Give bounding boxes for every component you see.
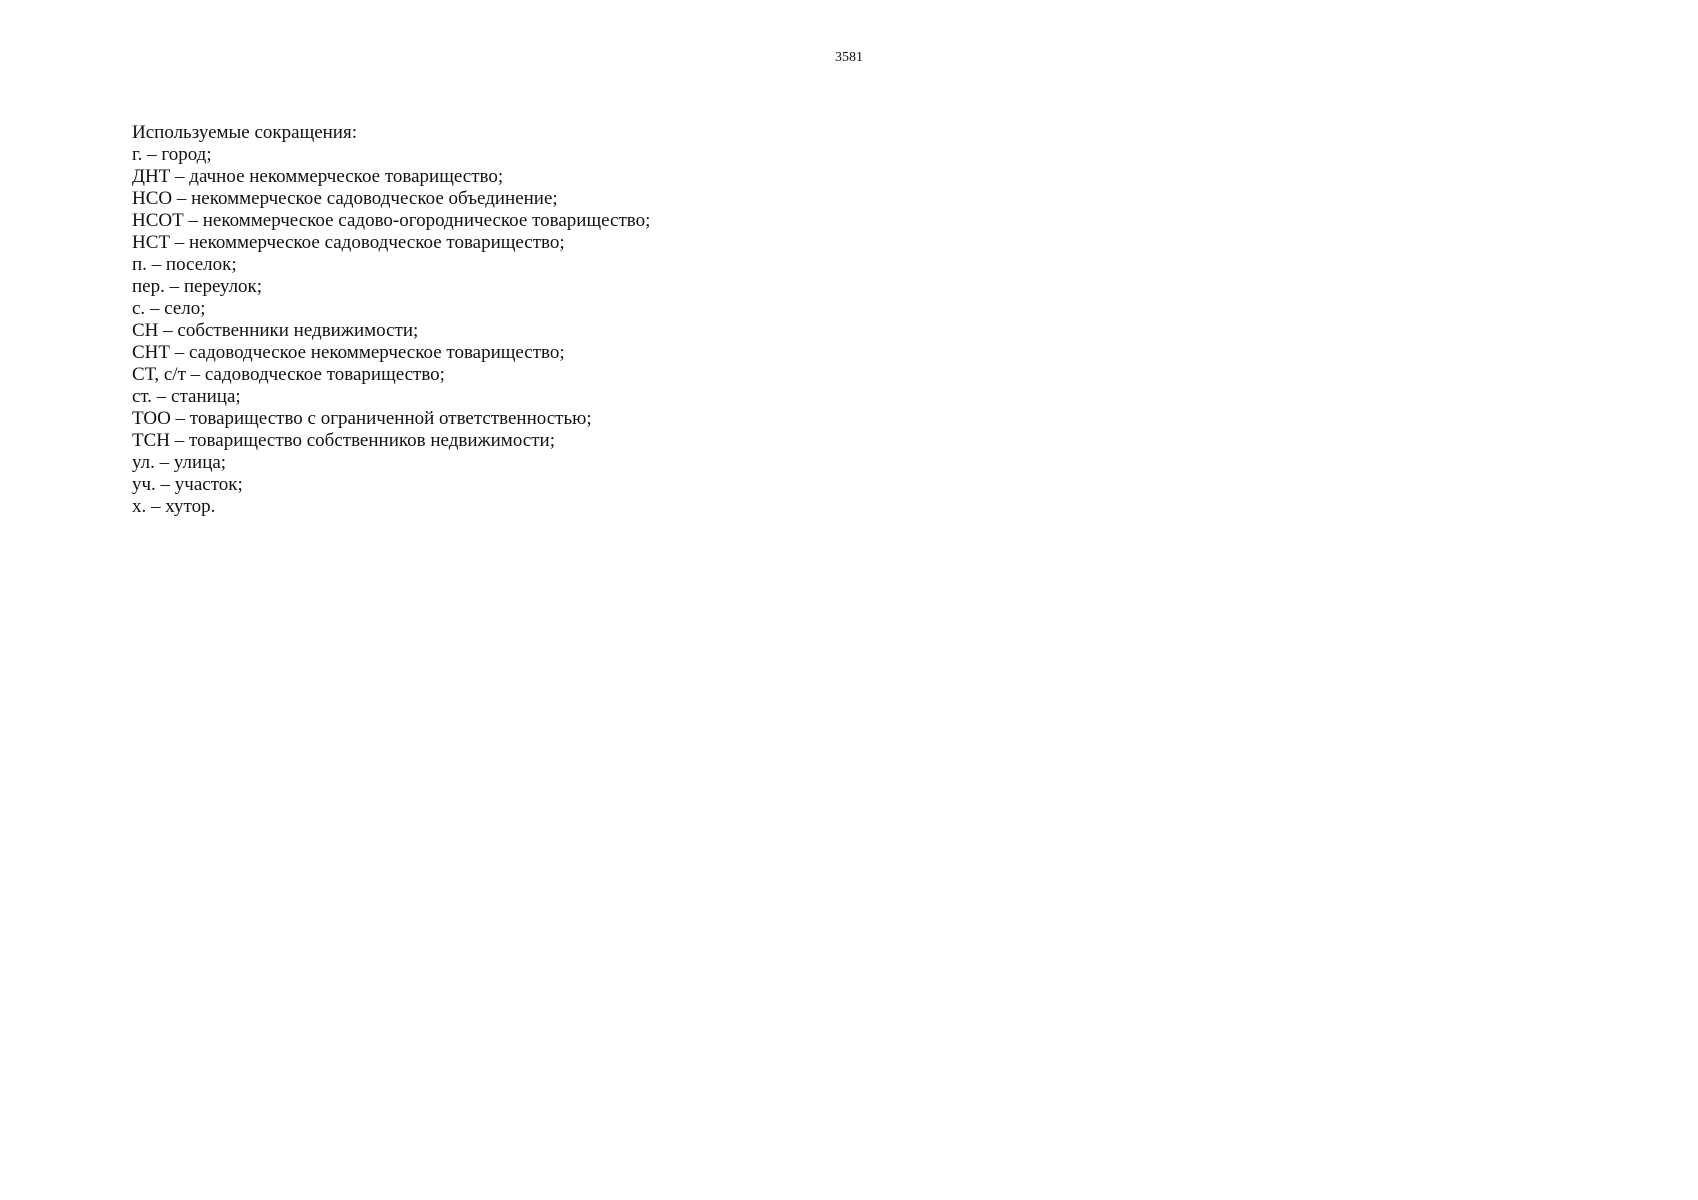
abbreviation-item: НСОТ – некоммерческое садово-огородническое товарищество; — [132, 210, 651, 231]
abbreviations-heading: Используемые сокращения: — [132, 122, 357, 143]
abbreviation-item: уч. – участок; — [132, 474, 243, 495]
abbreviation-item: СНТ – садоводческое некоммерческое товарищество; — [132, 342, 565, 363]
abbreviations-section — [132, 122, 1032, 518]
abbreviation-item: ст. – станица; — [132, 386, 241, 407]
abbreviation-item: г. – город; — [132, 144, 212, 165]
page-number: 3581 — [835, 50, 863, 65]
abbreviation-item: ТСН – товарищество собственников недвижимости; — [132, 430, 555, 451]
abbreviation-item: пер. – переулок; — [132, 276, 263, 297]
abbreviation-item: СН – собственники недвижимости; — [132, 320, 419, 341]
abbreviation-item: НСО – некоммерческое садоводческое объединение; — [132, 188, 558, 209]
abbreviation-item: х. – хутор. — [132, 496, 216, 517]
abbreviation-item: с. – село; — [132, 298, 206, 319]
abbreviations-list — [132, 144, 1032, 518]
abbreviation-item: ДНТ – дачное некоммерческое товарищество; — [132, 166, 504, 187]
abbreviation-item: НСТ – некоммерческое садоводческое товарищество; — [132, 232, 565, 253]
abbreviation-item: СТ, с/т – садоводческое товарищество; — [132, 364, 445, 385]
abbreviation-item: п. – поселок; — [132, 254, 237, 275]
abbreviation-item: ул. – улица; — [132, 452, 227, 473]
abbreviation-item: ТОО – товарищество с ограниченной ответственностью; — [132, 408, 592, 429]
